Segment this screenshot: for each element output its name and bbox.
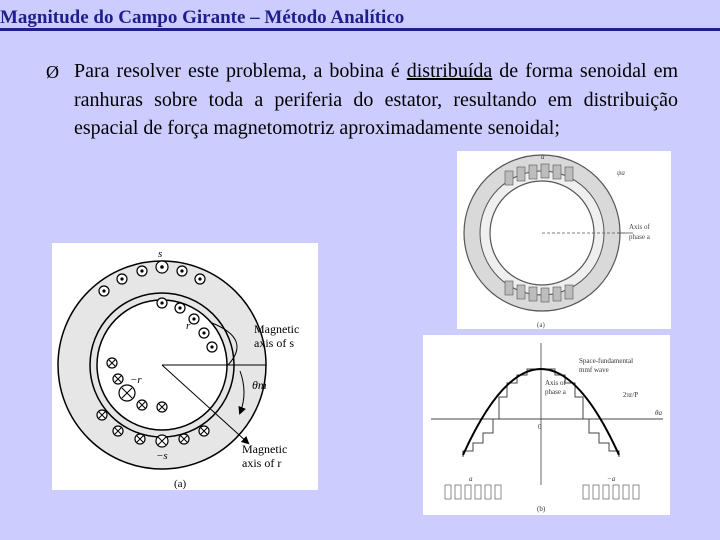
title-underline xyxy=(0,28,720,31)
bullet-arrow-icon: Ø xyxy=(46,62,59,82)
axis-phase-a-line1: Axis of xyxy=(545,379,566,387)
stator-slots-diagram xyxy=(457,151,671,329)
label-s: s xyxy=(158,248,163,260)
bullet-text-before: Para resolver este problema, a bobina é xyxy=(74,60,407,82)
axis-r-line2: axis of r xyxy=(242,456,282,470)
slide-title: Magnitude do Campo Girante – Método Analítico xyxy=(0,7,405,28)
caption-left: (a) xyxy=(174,478,187,490)
theta-label: θm xyxy=(252,378,267,392)
figure-mmf-wave xyxy=(423,335,670,515)
label-r: r xyxy=(186,320,191,332)
mmf-wave-diagram xyxy=(423,335,670,515)
axis-phase-line2: phase a xyxy=(629,233,650,241)
axis-phase-line1: Axis of xyxy=(629,223,650,231)
axis-r-line1: Magnetic xyxy=(242,442,288,456)
label-psi: ψa xyxy=(617,169,625,177)
figure-stator-slots xyxy=(457,151,671,329)
legend-line2: mmf wave xyxy=(579,366,609,374)
caption-top-right: (a) xyxy=(537,321,545,329)
label-neg-a: −a xyxy=(607,475,616,483)
cross-section-diagram xyxy=(52,243,318,490)
pole-label: 2πr/P xyxy=(623,391,639,399)
figure-cross-section xyxy=(52,243,318,490)
caption-bottom-right: (b) xyxy=(537,505,546,513)
label-neg-s: −s xyxy=(156,450,168,462)
axis-s-line2: axis of s xyxy=(254,336,294,350)
legend-line1: Space-fundamental xyxy=(579,357,634,365)
bullet-text-after: de forma senoidal em ranhuras sobre toda a periferia do estator, resultando em distribuição espacial de força magnetomotriz aproximadamente senoidal; xyxy=(74,60,679,139)
bullet-paragraph xyxy=(74,57,678,143)
axis-phase-a-line2: phase a xyxy=(545,388,566,396)
label-a-bottom: a xyxy=(469,475,473,483)
axis-s-line1: Magnetic xyxy=(254,322,300,336)
zero-label: 0 xyxy=(538,423,542,431)
label-neg-r: −r xyxy=(130,374,142,386)
label-a: a xyxy=(541,153,545,161)
bullet-text-underlined: distribuída xyxy=(406,60,493,82)
theta-a-label: θa xyxy=(655,409,662,417)
